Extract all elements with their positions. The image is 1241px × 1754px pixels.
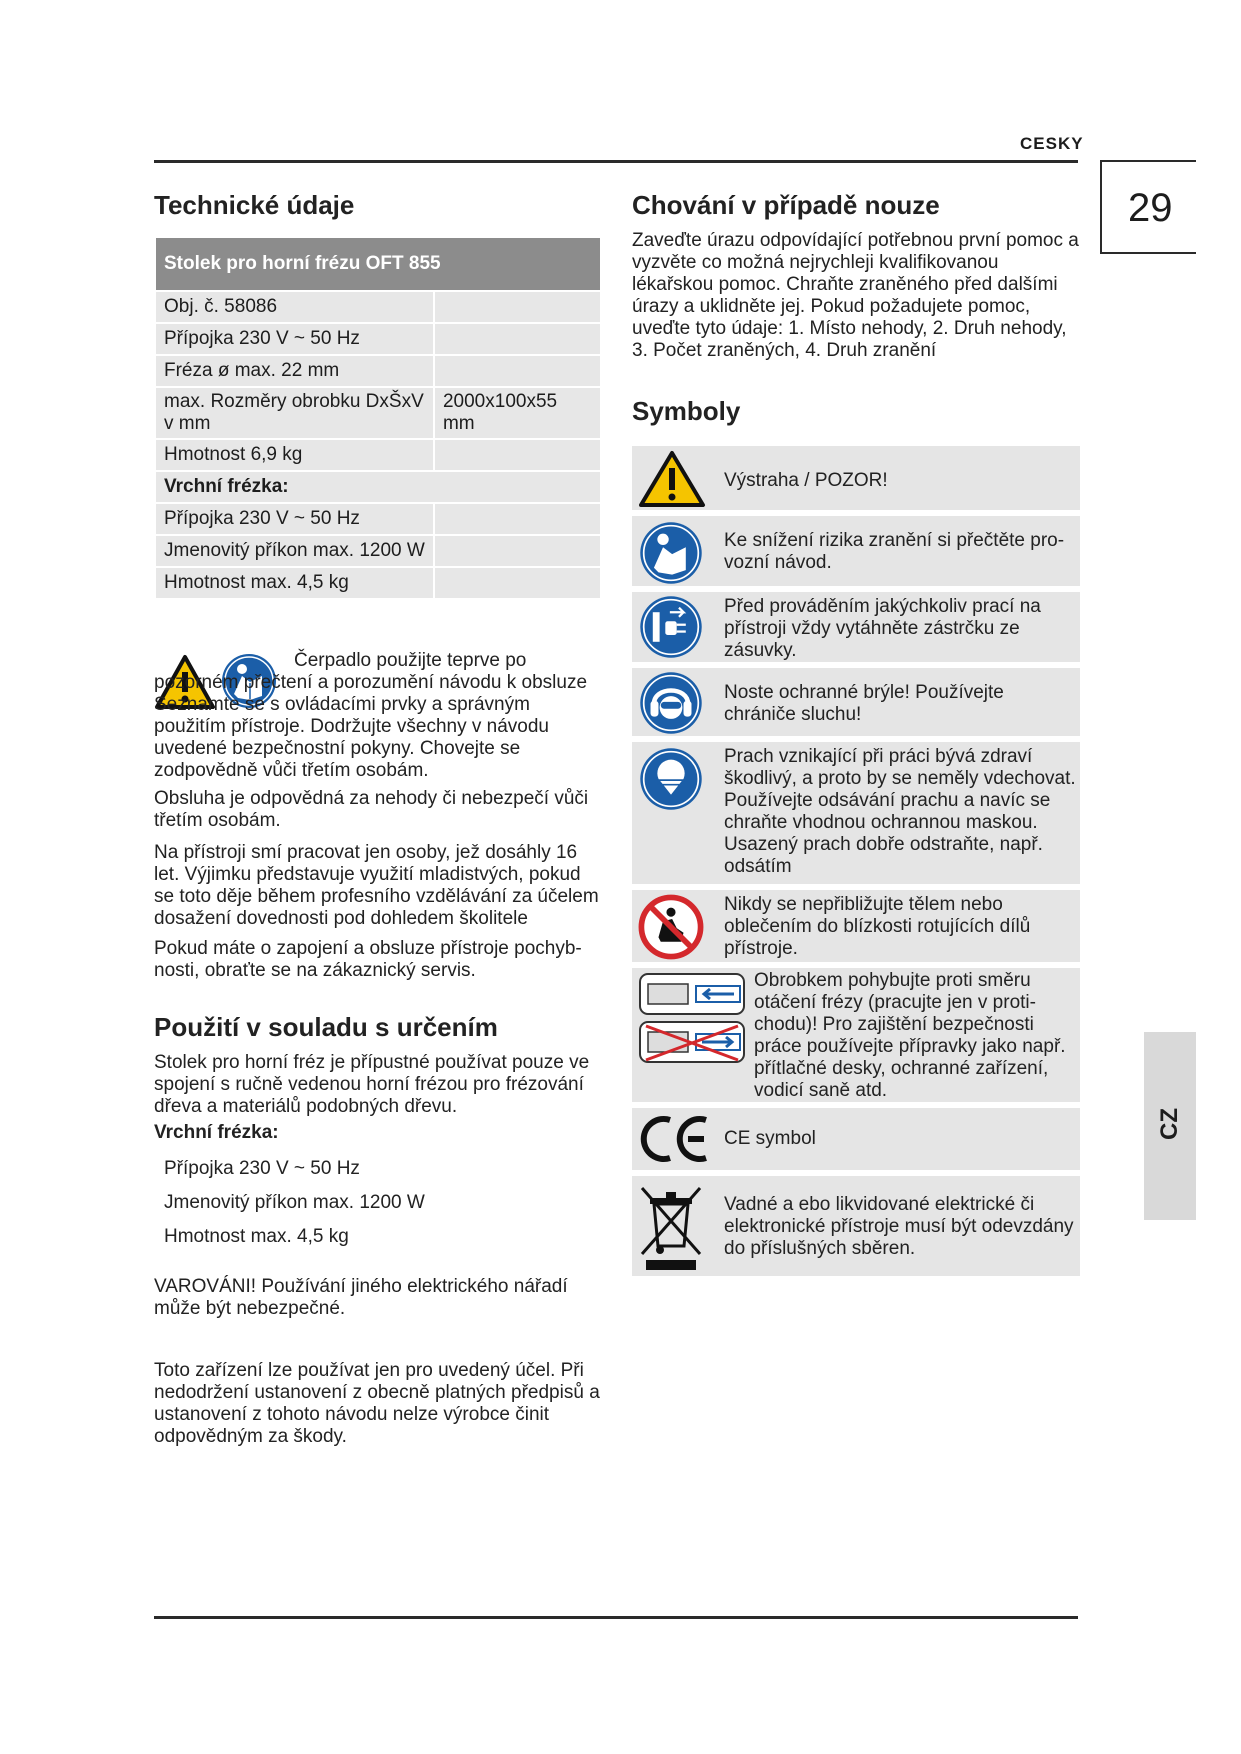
usage-item: Přípojka 230 V ~ 50 Hz <box>164 1158 360 1179</box>
no-loose-clothing-icon <box>638 894 704 965</box>
dust-mask-icon <box>638 746 704 817</box>
usage-final-paragraph: Toto zařízení lze používat jen pro uvedený účel. Při nedodržení ustanovení z obecně platných předpisů a ustanovení z tohoto návodu nelze výrobce činit odpovědným za škody. <box>154 1360 600 1447</box>
usage-item: Hmotnost max. 4,5 kg <box>164 1226 349 1247</box>
spec-row: Přípojka 230 V ~ 50 Hz <box>155 503 434 535</box>
safety-paragraph-2: Obsluha je odpovědná za nehody či nebezpečí vůči třetím osobám. <box>154 788 589 831</box>
symbol-row <box>632 968 1080 1102</box>
spec-subheading: Vrchní frézka: <box>155 471 601 503</box>
symbol-text: Ke snížení rizika zranění si přečtěte pro-vozní návod. <box>724 530 1065 573</box>
ce-mark-icon <box>638 1112 712 1171</box>
feed-direction-icon <box>638 972 748 1071</box>
usage-title: Použití v souladu s určením <box>154 1012 498 1042</box>
bottom-rule <box>154 1616 1078 1619</box>
symbol-text: Prach vznikající při práci bývá zdraví škodlivý, a proto by se neměly vdechovat. Používejte odsávání prachu a navíc se chraňte vhodnou ochrannou maskou. Usazený prach dobře odstraňte, např. odsátím <box>724 746 1076 877</box>
spec-row: Přípojka 230 V ~ 50 Hz <box>155 323 434 355</box>
goggles-ear-protection-icon <box>638 670 704 741</box>
symbols-title: Symboly <box>632 396 741 426</box>
symbol-row <box>632 890 1080 962</box>
symbol-row <box>632 446 1080 510</box>
spec-table-header: Stolek pro horní frézu OFT 855 <box>155 237 601 291</box>
spec-dimension-value: 2000x100x55 mm <box>434 387 601 439</box>
safety-paragraph-1: Čerpadlo použijte teprve po pozorném přečtení a porozumění návodu k obsluze Seznamte se s ovládacími prvky a správným použitím přístroje. Dodržujte všechny v návodu uvedené bezpečnostní pokyny. Chovejte se zodpovědně vůči třetím osobám. <box>154 650 588 781</box>
read-manual-icon <box>638 520 704 591</box>
usage-warning: VAROVÁNI! Používání jiného elektrického nářadí může být nebezpečné. <box>154 1276 568 1319</box>
weee-bin-icon <box>638 1184 704 1277</box>
symbol-row <box>632 592 1080 662</box>
symbol-row <box>632 516 1080 586</box>
spec-row: Hmotnost 6,9 kg <box>155 439 434 471</box>
usage-item: Jmenovitý příkon max. 1200 W <box>164 1192 425 1213</box>
top-rule <box>154 160 1078 163</box>
emergency-text: Zaveďte úrazu odpovídající potřebnou první pomoc a vyzvěte co možná nejrychleji kvalifikovanou lékařskou pomoc. Chraňte zraněného před dalšími úrazy a uklidněte jej. Pokud požadujete pomoc, uveďte tyto údaje: 1. Místo nehody, 2. Druh nehody, 3. Počet zraněných, 4. Druh zranění <box>632 230 1079 361</box>
safety-paragraph-4: Pokud máte o zapojení a obsluze přístroje pochyb-nosti, obraťte se na zákaznický servis. <box>154 938 582 981</box>
spec-row: Hmotnost max. 4,5 kg <box>155 567 434 599</box>
page-number: 29 <box>1128 186 1173 230</box>
spec-row: max. Rozměry obrobku DxŠxV v mm <box>155 387 434 439</box>
language-side-tab-label: CZ <box>1156 1108 1183 1140</box>
spec-row: Obj. č. 58086 <box>155 291 434 323</box>
spec-table <box>154 236 602 600</box>
symbol-text: Vadné a ebo likvidované elektrické či elektronické přístroje musí být odevzdány do příslušných sběren. <box>724 1194 1074 1259</box>
symbol-text: Výstraha / POZOR! <box>724 470 888 491</box>
safety-paragraph-3: Na přístroji smí pracovat jen osoby, jež dosáhly 16 let. Výjimku představuje využití mladistvých, pokud se toto děje během profesního vzdělávání za účelem dosažení dovednosti pod dohledem školitele <box>154 842 599 929</box>
usage-paragraph: Stolek pro horní fréz je přípustné používat pouze ve spojení s ručně vedenou horní frézou pro frézování dřeva a materiálů podobných dřevu. <box>154 1052 590 1117</box>
unplug-icon <box>638 594 704 665</box>
symbol-row <box>632 1176 1080 1276</box>
symbol-text: Nikdy se nepřibližujte tělem nebo oblečením do blízkosti rotujících dílů přístroje. <box>724 894 1031 959</box>
symbol-text: CE symbol <box>724 1128 816 1149</box>
symbol-text: Noste ochranné brýle! Používejte chrániče sluchu! <box>724 682 1004 725</box>
warning-triangle-icon <box>638 450 706 513</box>
symbol-row <box>632 668 1080 736</box>
language-label: CESKY <box>1020 134 1084 153</box>
emergency-title: Chování v případě nouze <box>632 190 940 220</box>
symbol-text: Před prováděním jakýchkoliv prací na přístroji vždy vytáhněte zástrčku ze zásuvky. <box>724 596 1041 661</box>
symbol-row <box>632 742 1080 884</box>
tech-title: Technické údaje <box>154 190 355 220</box>
symbol-text: Obrobkem pohybujte proti směru otáčení frézy (pracujte jen v proti-chodu)! Pro zajištění bezpečnosti práce používejte přípravky jako např. přítlačné desky, ochranné zařízení, vodicí saně atd. <box>754 970 1066 1101</box>
spec-row: Jmenovitý příkon max. 1200 W <box>155 535 434 567</box>
spec-row: Fréza ø max. 22 mm <box>155 355 434 387</box>
symbol-row <box>632 1108 1080 1170</box>
usage-subheading: Vrchní frézka: <box>154 1122 279 1143</box>
